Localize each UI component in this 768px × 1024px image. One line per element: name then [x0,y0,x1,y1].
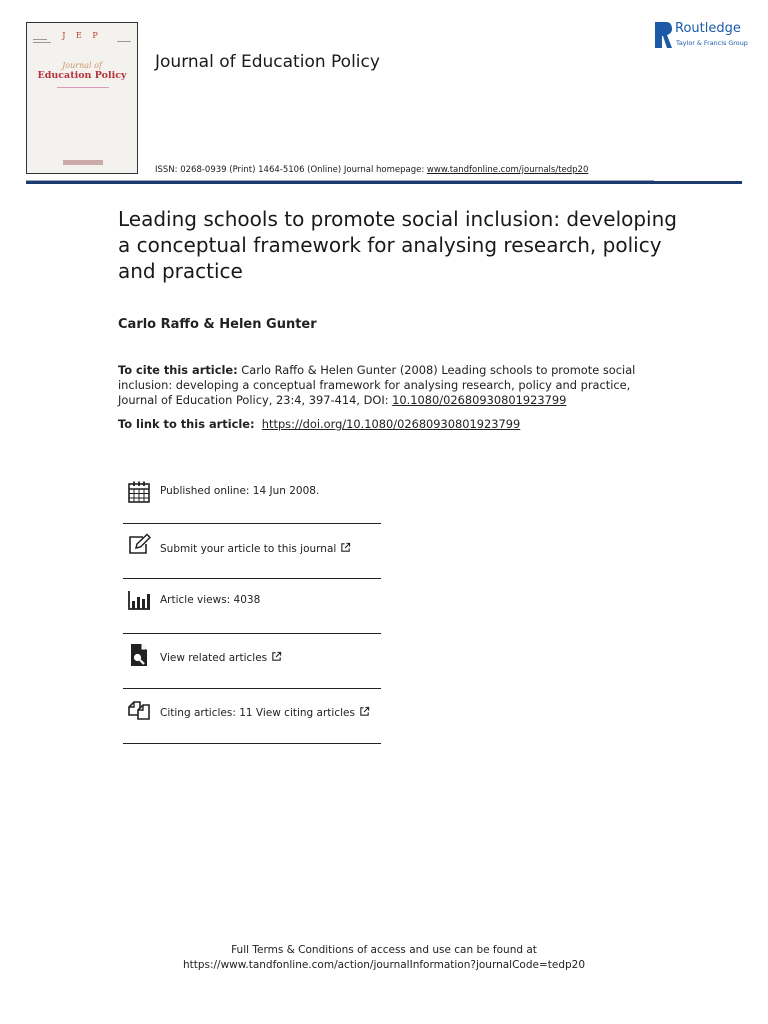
cover-title-small: Journal of [62,61,102,70]
calendar-icon [127,480,151,504]
cover-masthead: J E P [62,31,102,40]
issn-text: ISSN: 0268-0939 (Print) 1464-5106 (Online) Journal homepage: [155,165,427,175]
published-date: Published online: 14 Jun 2008. [160,485,320,497]
issn-line [155,165,588,175]
edit-icon [127,533,151,557]
related-row[interactable] [123,634,381,689]
cover-title: Education Policy [37,70,127,81]
cite-doi-link[interactable]: 10.1080/02680930801923799 [392,393,567,407]
citing-articles-link[interactable] [160,706,370,719]
journal-name: Journal of Education Policy [155,52,380,72]
submit-article-label: Submit your article to this journal [160,543,337,555]
publisher-name: Routledge [675,21,741,36]
article-title: Leading schools to promote social inclusion: developing a conceptual framework for analysing research, policy and practice [118,207,677,283]
link-line [118,417,520,431]
routledge-r-icon [654,21,673,49]
views-row [123,579,381,634]
routledge-logo [654,21,746,51]
cover-publisher-mark [63,160,103,165]
citing-articles-icon [127,698,151,722]
article-info-list [123,468,381,744]
cite-label: To cite this article: [118,363,238,377]
terms-footer [0,943,768,973]
citing-articles-label: Citing articles: 11 View citing articles [160,707,355,719]
search-document-icon [127,643,151,667]
journal-cover-image [26,22,138,174]
submit-row[interactable] [123,524,381,579]
link-label: To link to this article: [118,417,255,431]
terms-url[interactable]: https://www.tandfonline.com/action/journalInformation?journalCode=tedp20 [182,959,586,971]
journal-homepage-link[interactable]: www.tandfonline.com/journals/tedp20 [426,165,589,175]
external-link-icon [359,706,370,717]
article-authors: Carlo Raffo & Helen Gunter [118,317,317,332]
published-row [123,468,381,524]
header-rule [26,181,742,184]
submit-article-link[interactable] [160,542,351,555]
doi-link[interactable]: https://doi.org/10.1080/02680930801923799 [261,417,521,431]
cite-text: Carlo Raffo & Helen Gunter (2008) Leading schools to promote social inclusion: developing a conceptual framework for analysing research, policy and practice, Journal of Education Policy, 23:4, 397-414, DOI: [118,363,636,407]
terms-line: Full Terms & Conditions of access and use can be found at [231,944,537,956]
related-articles-link[interactable] [160,651,282,664]
bar-chart-icon [127,588,151,612]
citation-block [118,363,638,408]
external-link-icon [271,651,282,662]
article-views: Article views: 4038 [160,594,261,606]
publisher-subtitle: Taylor & Francis Group [676,39,748,47]
citing-row[interactable] [123,689,381,744]
external-link-icon [340,542,351,553]
related-articles-label: View related articles [160,652,268,664]
